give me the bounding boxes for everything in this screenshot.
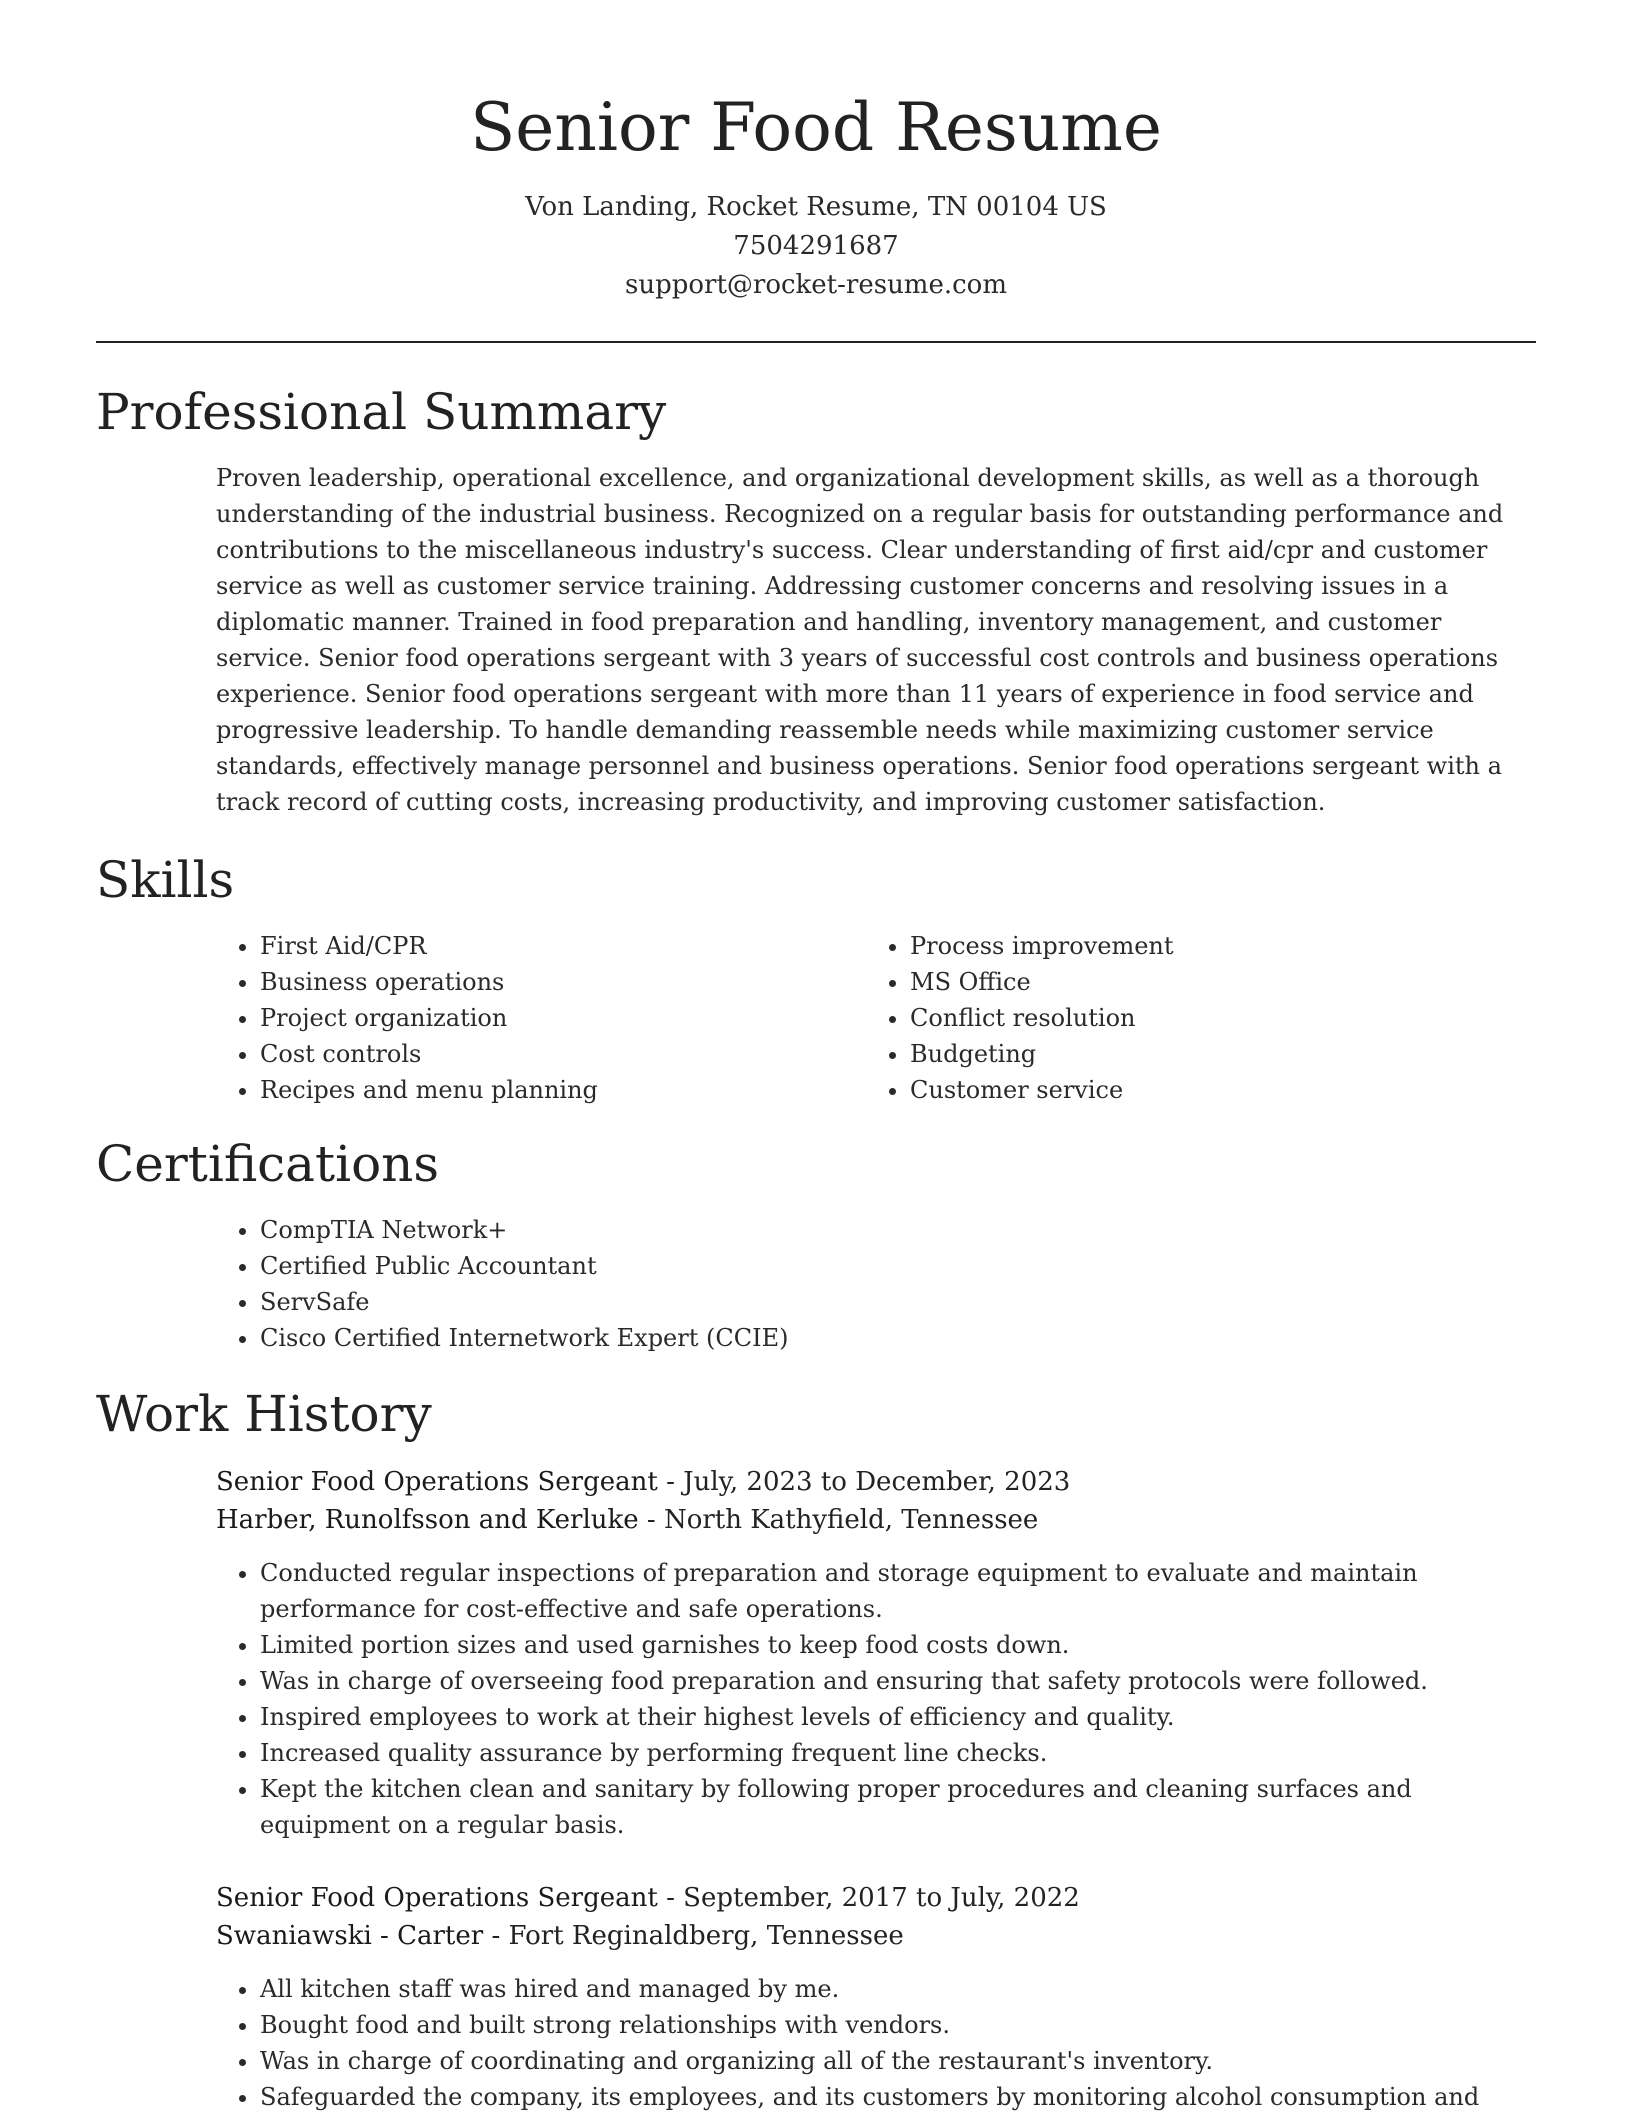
skill-item: • Customer service [910, 1072, 1506, 1108]
skill-item: • Project organization [260, 1000, 856, 1036]
skills-column-right [866, 928, 1506, 1108]
job-position: Senior Food Operations Sergeant [216, 1467, 658, 1497]
certifications-list [216, 1212, 1536, 1356]
job-bullet: • Safeguarded the company, its employees, and its customers by monitoring alcohol consumption and [260, 2079, 1536, 2115]
job-bullet: • Inspired employees to work at their highest levels of efficiency and quality. [260, 1699, 1536, 1735]
resume-name: Senior Food Resume [470, 89, 1162, 166]
contact-info [96, 188, 1536, 305]
job-bullet: • Bought food and built strong relationships with vendors. [260, 2007, 1536, 2043]
resume-header [96, 82, 1536, 305]
job-bullet: • Was in charge of coordinating and organizing all of the restaurant's inventory. [260, 2043, 1536, 2079]
job-title-line [216, 1463, 1536, 1501]
job-bullet: • Conducted regular inspections of preparation and storage equipment to evaluate and maintain performance for cost-effective and safe operations. [260, 1555, 1536, 1627]
header-divider [96, 341, 1536, 343]
job-company: Swaniawski - Carter [216, 1921, 484, 1951]
certification-item: • ServSafe [260, 1284, 1536, 1320]
job-bullet: • Increased quality assurance by performing frequent line checks. [260, 1735, 1536, 1771]
job-company-line [216, 1917, 1536, 1955]
job-bullets [216, 1555, 1536, 1843]
job-entry [216, 1463, 1536, 1843]
skills-heading: Skills [96, 851, 235, 909]
job-position: Senior Food Operations Sergeant [216, 1883, 658, 1913]
job-bullet: • Was in charge of overseeing food preparation and ensuring that safety protocols were followed. [260, 1663, 1536, 1699]
job-dates: - September, 2017 to July, 2022 [657, 1883, 1080, 1913]
skill-item: • Business operations [260, 964, 856, 1000]
contact-phone: 7504291687 [733, 231, 899, 261]
contact-email: support@rocket-resume.com [624, 270, 1007, 300]
certifications-heading: Certifications [96, 1135, 440, 1193]
job-bullet: • Kept the kitchen clean and sanitary by following proper procedures and cleaning surfaces and equipment on a regular basis. [260, 1771, 1536, 1843]
skill-item: • Cost controls [260, 1036, 856, 1072]
certification-item: • Cisco Certified Internetwork Expert (CCIE) [260, 1320, 1536, 1356]
job-bullet: • All kitchen staff was hired and managed by me. [260, 1971, 1536, 2007]
certification-item: • CompTIA Network+ [260, 1212, 1536, 1248]
job-bullet: • Limited portion sizes and used garnishes to keep food costs down. [260, 1627, 1536, 1663]
job-title-line [216, 1879, 1536, 1917]
skill-item: • First Aid/CPR [260, 928, 856, 964]
job-dates: - July, 2023 to December, 2023 [657, 1467, 1071, 1497]
skills-column-left [216, 928, 856, 1108]
skill-item: • Conflict resolution [910, 1000, 1506, 1036]
summary-text: Proven leadership, operational excellence, and organizational development skills, as well as a thorough understanding of the industrial business. Recognized on a regular basis for outstanding performance and contributions to the miscellaneous industry's success. Clear understanding of first aid/cpr and customer service as well as customer service training. Addressing customer concerns and resolving issues in a diplomatic manner. Trained in food preparation and handling, inventory management, and customer service. Senior food operations sergeant with 3 years of successful cost controls and business operations experience. Senior food operations sergeant with more than 11 years of experience in food service and progressive leadership. To handle demanding reassemble needs while maximizing customer service standards, effectively manage personnel and business operations. Senior food operations sergeant with a track record of cutting costs, increasing productivity, and improving customer satisfaction. [216, 464, 1504, 816]
work-history-heading: Work History [96, 1385, 432, 1443]
skill-item: • MS Office [910, 964, 1506, 1000]
skill-item: • Recipes and menu planning [260, 1072, 856, 1108]
job-bullets [216, 1971, 1536, 2115]
job-location: - North Kathyfield, Tennessee [638, 1505, 1039, 1535]
skill-item: • Budgeting [910, 1036, 1506, 1072]
certification-item: • Certified Public Accountant [260, 1248, 1536, 1284]
job-entry [216, 1879, 1536, 2115]
contact-address: Von Landing, Rocket Resume, TN 00104 US [525, 192, 1107, 222]
skill-item: • Process improvement [910, 928, 1506, 964]
job-company: Harber, Runolfsson and Kerluke [216, 1505, 639, 1535]
job-company-line [216, 1501, 1536, 1539]
summary-heading: Professional Summary [96, 383, 667, 441]
job-location: - Fort Reginaldberg, Tennessee [483, 1921, 904, 1951]
